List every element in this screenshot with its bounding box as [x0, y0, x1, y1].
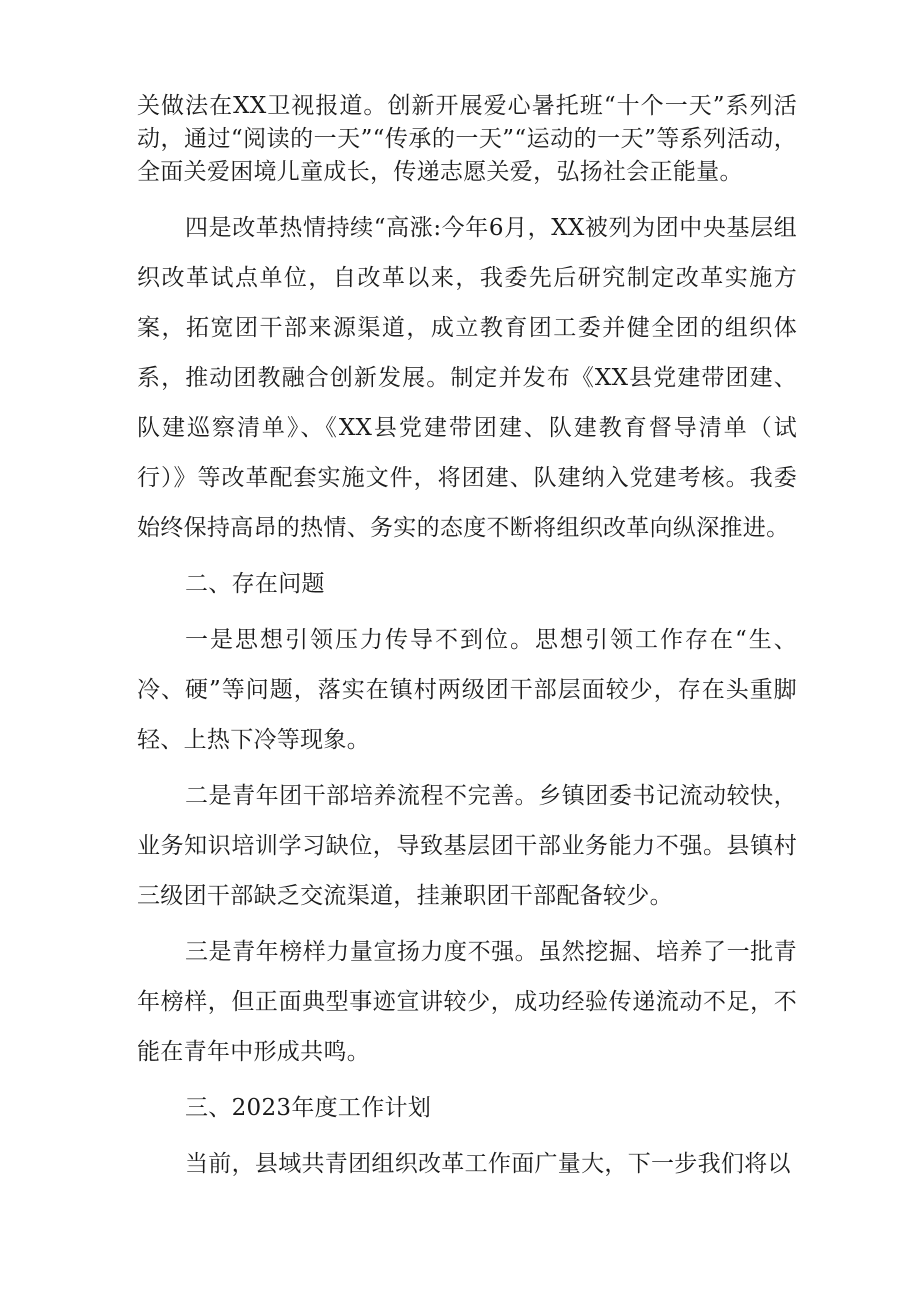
- paragraph-problem-1: 一是思想引领压力传导不到位。思想引领工作存在“生、冷、硬”等问题，落实在镇村两级团干部层面较少，存在头重脚轻、上热下冷等现象。: [137, 627, 797, 753]
- section-heading-plan: 三、2023年度工作计划: [185, 1095, 432, 1121]
- paragraph-problem-2: 二是青年团干部培养流程不完善。乡镇团委书记流动较快，业务知识培训学习缺位，导致基层团干部业务能力不强。县镇村三级团干部缺乏交流渠道，挂兼职团干部配备较少。: [137, 783, 797, 909]
- paragraph-plan-intro: 当前，县域共青团组织改革工作面广量大，下一步我们将以: [185, 1151, 791, 1177]
- document-body: [137, 90, 797, 1189]
- paragraph-reform: 四是改革热情持续“高涨:今年6月，XX被列为团中央基层组织改革试点单位，自改革以来，我委先后研究制定改革实施方案，拓宽团干部来源渠道，成立教育团工委并健全团的组织体系，推动团教融合创新发展。制定并发布《XX县党建带团建、队建巡察清单》、《XX县党建带团建、队建教育督导清单（试行）》等改革配套实施文件，将团建、队建纳入党建考核。我委始终保持高昂的热情、务实的态度不断将组织改革向纵深推进。: [137, 215, 797, 541]
- section-heading-problems: 二、存在问题: [185, 571, 325, 597]
- paragraph-continuation: 关做法在XX卫视报道。创新开展爱心暑托班“十个一天”系列活动，通过“阅读的一天”“传承的一天”“运动的一天”等系列活动，全面关爱困境儿童成长，传递志愿关爱，弘扬社会正能量。: [137, 93, 797, 185]
- paragraph-problem-3: 三是青年榜样力量宣扬力度不强。虽然挖掘、培养了一批青年榜样，但正面典型事迹宣讲较少，成功经验传递流动不足，不能在青年中形成共鸣。: [137, 939, 797, 1065]
